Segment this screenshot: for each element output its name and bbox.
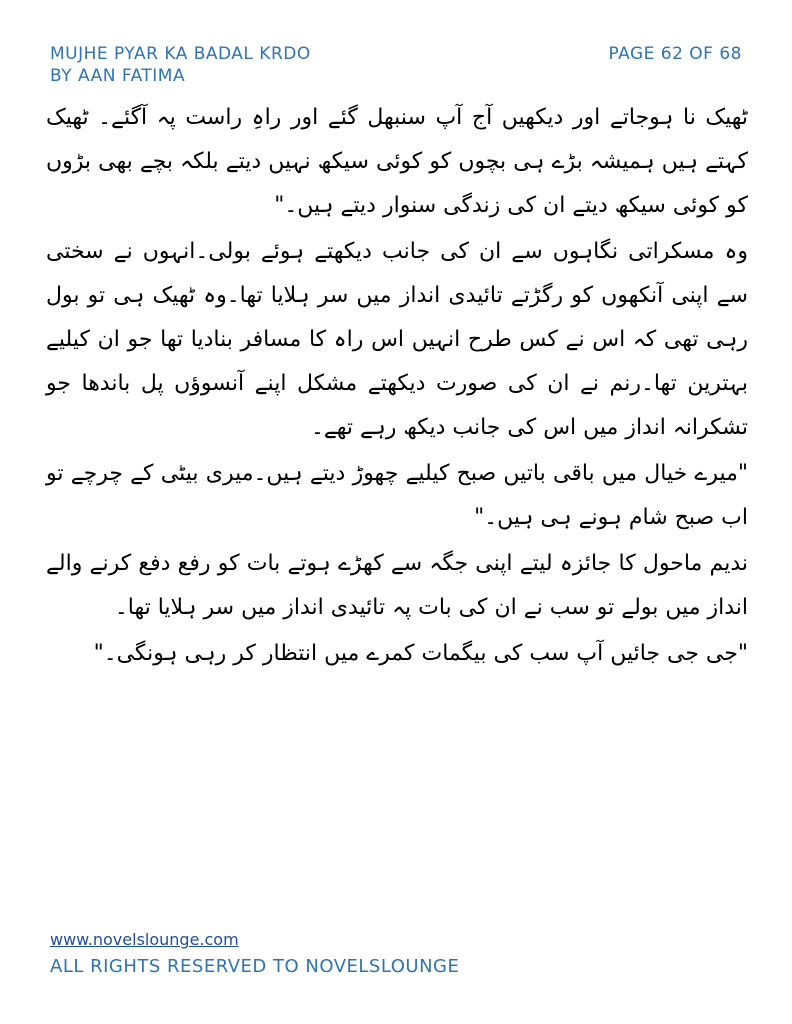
- novel-title: MUJHE PYAR KA BADAL KRDO: [50, 44, 311, 64]
- paragraph: "جی جی جائیں آپ سب کی بیگمات کمرے میں انتظار کر رہی ہونگی۔": [93, 641, 748, 666]
- paragraph: ٹھیک نا ہوجاتے اور دیکھیں آج آپ سنبھل گئے اور راہِ راست پہ آگئے۔ ٹھیک کہتے ہیں ہمیشہ بڑے ہی بچوں کو کوئی سیکھ نہیں دیتے بلکہ بچے بھی بڑوں کو کوئی سیکھ دیتے ان کی زندگی سنوار دیتے ہیں۔": [46, 105, 748, 218]
- author-line: BY AAN FATIMA: [50, 66, 186, 86]
- paragraph: وہ مسکراتی نگاہوں سے ان کی جانب دیکھتے ہوئے بولی۔انہوں نے سختی سے اپنی آنکھوں کو رگڑتے تائیدی انداز میں سر ہلایا تھا۔وہ ٹھیک ہی تو بول رہی تھی کہ اس نے کس طرح انہیں اس راہ کا مسافر بنادیا تھا جو ان کیلیے بہترین تھا۔رنم نے ان کی صورت دیکھتے مشکل اپنے آنسوؤں پل باندھا جو تشکرانہ انداز میں اس کی جانب دیکھ رہے تھے۔: [46, 239, 748, 440]
- page-number: PAGE 62 OF 68: [608, 44, 742, 64]
- paragraph: "میرے خیال میں باقی باتیں صبح کیلیے چھوڑ دیتے ہیں۔میری بیٹی کے چرچے تو اب صبح شام ہونے ہی ہیں۔": [46, 461, 748, 530]
- website-link[interactable]: www.novelslounge.com: [50, 930, 239, 949]
- copyright-notice: ALL RIGHTS RESERVED TO NOVELSLOUNGE: [50, 956, 460, 977]
- story-body: [46, 96, 748, 678]
- paragraph: ندیم ماحول کا جائزہ لیتے اپنی جگہ سے کھڑے ہوتے بات کو رفع دفع کرنے والے انداز میں بولے تو سب نے ان کی بات پہ تائیدی انداز میں سر ہلایا تھا۔: [46, 551, 748, 620]
